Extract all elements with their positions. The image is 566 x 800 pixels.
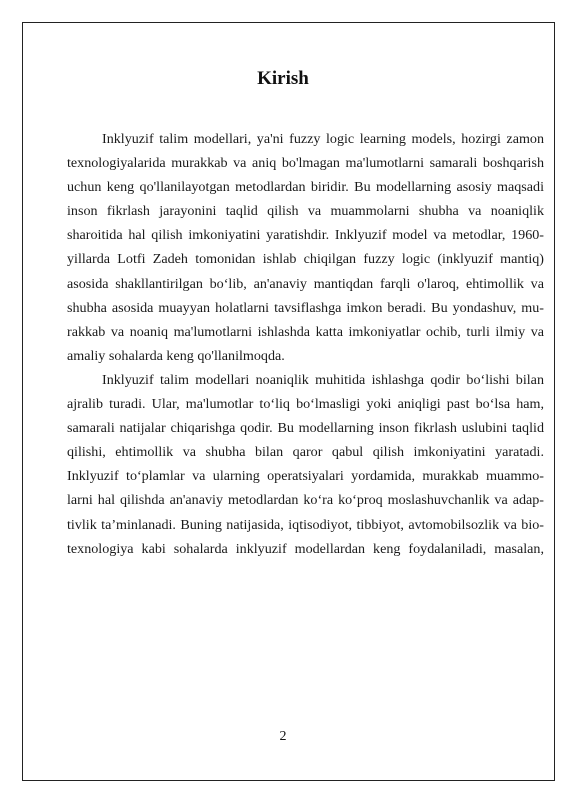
- text-line: Inklyuzif talim modellari noaniqlik muhitida ishlashga qodir bo‘lishi bilan: [102, 371, 544, 388]
- text-line: uchun keng qo'llanilayotgan metodlardan biridir. Bu modellarning asosiy maqsadi: [67, 179, 544, 196]
- text-line: tivlik ta’minlanadi. Buning natijasida, iqtisodiyot, tibbiyot, avtomobilsozlik va bio-: [67, 516, 544, 533]
- text-line: Inklyuzif talim modellari, ya'ni fuzzy logic learning models, hozirgi zamon: [102, 131, 544, 147]
- text-line: texnologiya kabi sohalarda inklyuzif modellardan keng foydalaniladi, masalan,: [67, 540, 544, 557]
- page-title: Kirish: [257, 68, 309, 89]
- body-text: [67, 127, 544, 561]
- text-line: yillarda Lotfi Zadeh tomonidan ishlab chiqilgan fuzzy logic (inklyuzif mantiq): [67, 251, 544, 268]
- text-line: samarali natijalar chiqarishga qodir. Bu modellarning inson fikrlash uslubini taqlid: [67, 420, 544, 437]
- text-line: texnologiyalarida murakkab va aniq bo'lmagan ma'lumotlarni samarali boshqarish: [67, 155, 544, 172]
- text-line: Inklyuzif to‘plamlar va ularning operatsiyalari yordamida, murakkab muammo-: [67, 468, 544, 485]
- text-line: qilishi, ehtimollik va shubha bilan qaror qabul qilish imkoniyatini yaratadi.: [67, 444, 544, 461]
- text-line: inson fikrlash jarayonini taqlid qilish va muammolarni shubha va noaniqlik: [67, 203, 544, 220]
- text-line: ajralib turadi. Ular, ma'lumotlar to‘liq bo‘lmasligi yoki aniqligi past bo‘lsa ham,: [67, 396, 544, 413]
- text-line: shubha asosida muayyan holatlarni tavsiflashga imkon beradi. Bu yondashuv, mu-: [67, 299, 544, 316]
- paragraph: [67, 127, 544, 368]
- text-line: sharoitida hal qilish imkoniyatini yaratishdir. Inklyuzif model va metodlar, 1960-: [67, 227, 544, 244]
- text-line: asosida shakllantirilgan bo‘lib, an'anaviy mantiqdan farqli o'laroq, ehtimollik va: [67, 275, 544, 292]
- paragraph: [67, 368, 544, 561]
- text-line: rakkab va noaniq ma'lumotlarni ishlashda katta imkoniyatlar ochib, turli ilmiy va: [67, 323, 544, 340]
- text-line: amaliy sohalarda keng qo'llanilmoqda.: [67, 347, 285, 364]
- page-number: 2: [279, 729, 287, 744]
- text-line: larni hal qilishda an'anaviy metodlardan ko‘ra ko‘proq moslashuvchanlik va adap-: [67, 492, 544, 509]
